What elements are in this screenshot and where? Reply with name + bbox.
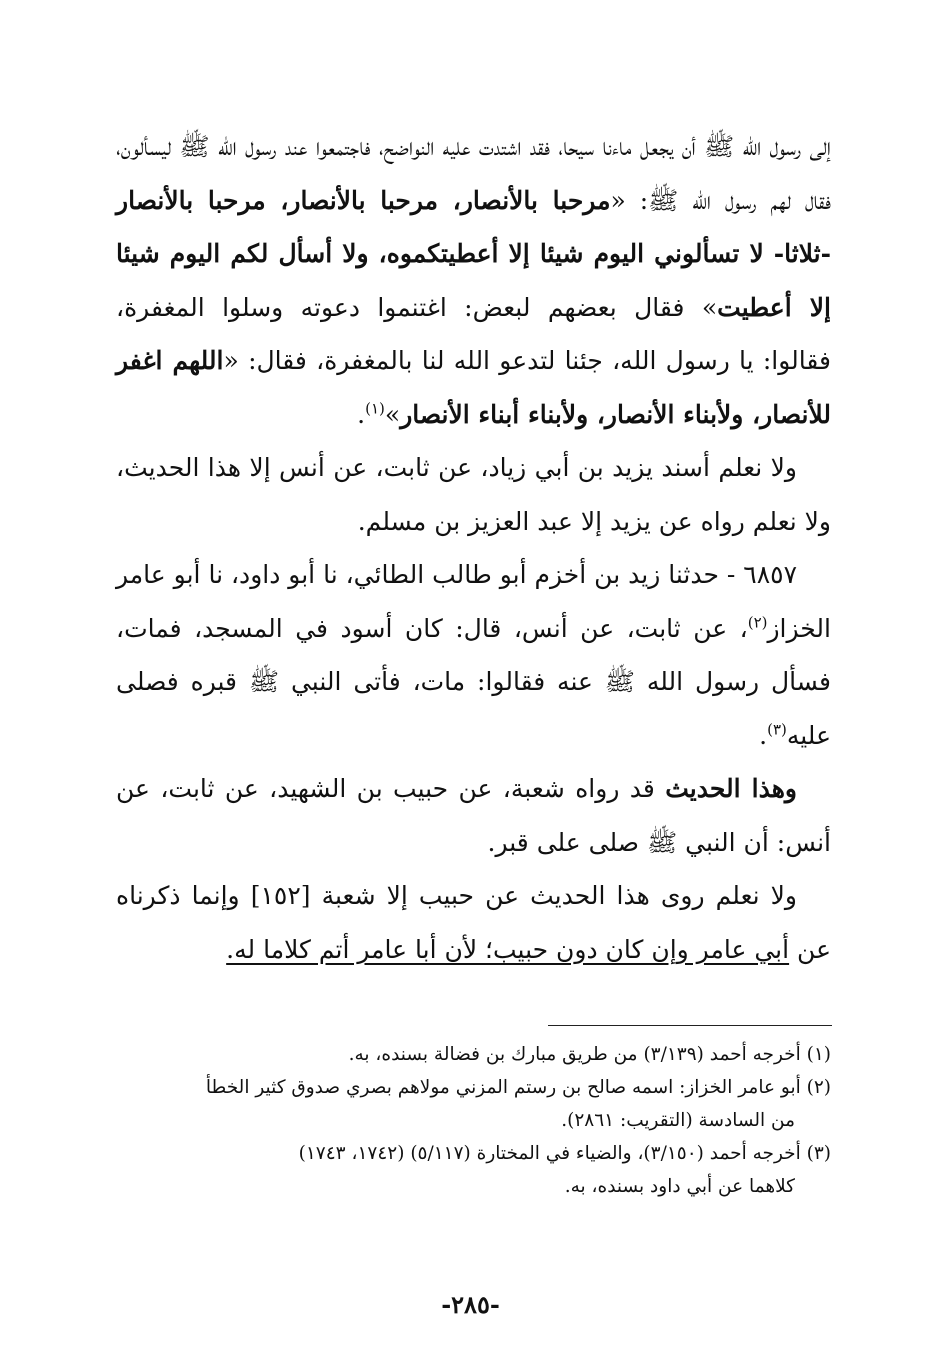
paragraph-5	[116, 869, 831, 976]
paragraph-1	[116, 120, 831, 441]
text-span: .	[357, 399, 366, 429]
footnote-divider	[548, 1025, 832, 1026]
hadith-quote-bold: اللهم اغفر للأنصار، ولأبناء الأنصار، ولأبناء أبناء الأنصار	[116, 346, 831, 429]
footnote-2-continuation: من السادسة (التقريب: ٢٨٦١).	[561, 1110, 795, 1131]
underlined-text: أبي عامر وإن كان دون حبيب؛ لأن أبا عامر أتم كلاما له.	[226, 934, 790, 964]
paragraph-4	[116, 762, 831, 869]
footnote-3-continuation: كلاهما عن أبي داود بسنده، به.	[564, 1176, 795, 1197]
footnote-ref-3: (٣)	[767, 720, 787, 739]
bold-lead: وهذا الحديث	[665, 774, 798, 803]
text-span: ولا نعلم روى هذا الحديث عن حبيب إلا شعبة [١٥٢] وإنما ذكرناه عن	[116, 881, 831, 964]
footnote-2: (٢) أبو عامر الخزاز: اسمه صالح بن رستم المزني مولاهم بصري صدوق كثير الخطأ	[205, 1077, 831, 1098]
footnote-ref-1: (١)	[365, 399, 385, 418]
footnotes	[116, 1038, 831, 1203]
text-span: ، عن ثابت، عن أنس، قال: كان أسود في المسجد، فمات، فسأل رسول الله ﷺ عنه فقالوا: مات، فأتى النبي ﷺ قبره فصلى عليه	[116, 613, 831, 750]
text-span: .	[759, 720, 768, 750]
text-span: ٦٨٥٧ - حدثنا زيد بن أخزم أبو طالب الطائي، نا أبو داود، نا أبو عامر الخزاز	[116, 560, 831, 643]
footnote-ref-2: (٢)	[747, 613, 768, 632]
hadith-quote-bold: مرحبا بالأنصار، مرحبا بالأنصار، مرحبا بالأنصار -ثلاثا- لا تسألوني اليوم شيئا إلا أعطيتكموه، ولا أسأل لكم اليوم شيئا إلا أعطيت	[116, 185, 831, 322]
main-text	[116, 120, 831, 976]
text-span: » فقال بعضهم لبعض: اغتنموا دعوته وسلوا المغفرة، فقالوا: يا رسول الله، جئنا لتدعو الله لنا بالمغفرة، فقال: «	[116, 292, 831, 375]
footnote-1: (١) أخرجه أحمد (٣/١٣٩) من طريق مبارك بن فضالة بسنده، به.	[348, 1044, 831, 1065]
page-number: -٢٨٥-	[441, 1290, 500, 1319]
text-span: قد رواه شعبة، عن حبيب بن الشهيد، عن ثابت، عن أنس: أن النبي ﷺ صلى على قبر.	[116, 774, 831, 857]
text-span: »	[384, 399, 401, 429]
text-span: إلى رسول الله ﷺ أن يجعل ماءنا سيحا، فقد اشتدت عليه النواضح، فاجتمعوا عند رسول الله ﷺ ليسألون، فقال لهم رسول الله ﷺ: «	[116, 132, 831, 215]
paragraph-2: ولا نعلم أسند يزيد بن أبي زياد، عن ثابت، عن أنس إلا هذا الحديث، ولا نعلم رواه عن يزيد إلا عبد العزيز بن مسلم.	[116, 453, 831, 536]
footnote-3: (٣) أخرجه أحمد (٣/١٥٠)، والضياء في المختارة (٥/١١٧) (١٧٤٢، ١٧٤٣)	[298, 1143, 831, 1164]
paragraph-3	[116, 548, 831, 762]
